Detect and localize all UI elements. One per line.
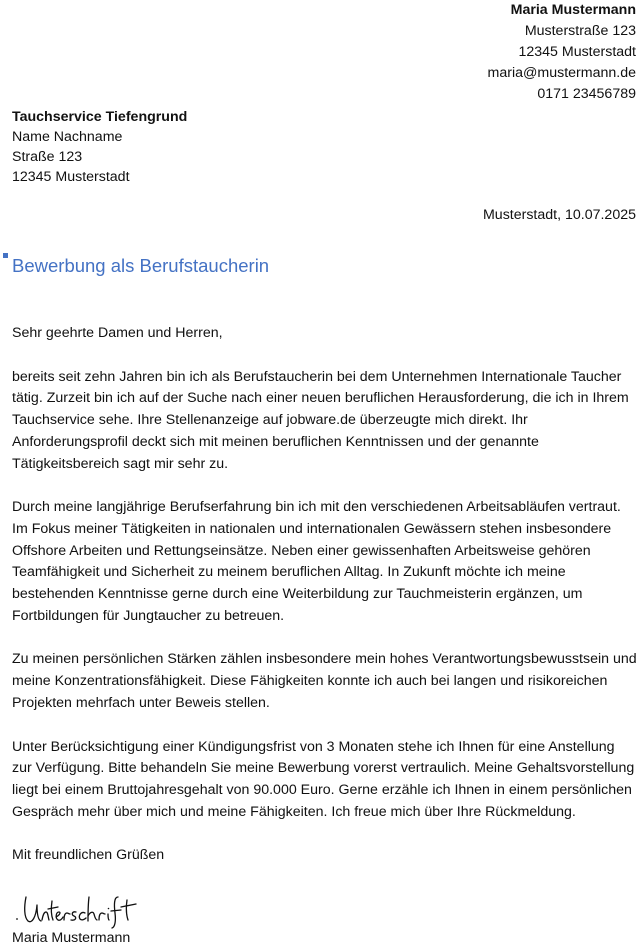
- handwritten-signature: [14, 893, 142, 929]
- recipient-company: Tauchservice Tiefengrund: [12, 109, 188, 125]
- sender-block: [488, 0, 636, 105]
- recipient-city: 12345 Musterstadt: [12, 169, 130, 185]
- date-line: Musterstadt, 10.07.2025: [482, 207, 636, 223]
- recipient-street: Straße 123: [12, 149, 83, 165]
- subject-heading: Bewerbung als Berufstaucherin: [12, 255, 270, 276]
- subject-marker: [3, 253, 8, 258]
- recipient-contact: Name Nachname: [12, 129, 123, 145]
- sender-street: Musterstraße 123: [524, 23, 636, 39]
- salutation: Sehr geehrte Damen und Herren,: [12, 325, 223, 341]
- paragraph-2: Durch meine langjährige Berufserfahrung bin ich mit den verschiedenen Arbeitsabläufen vertraut. Im Fokus meiner Tätigkeiten in nationalen und internationalen Gewässern stehen insbesondere Offshore Arbeiten und Rettungseinsätze. Neben einer gewissenhaften Arbeitsweise gehören Teamfähigkeit und Sicherheit zu meinem beruflichen Alltag. In Zukunft möchte ich meine bestehenden Kenntnisse gerne durch eine Weiterbildung zur Tauchmeisterin ergänzen, um Fortbildungen für Jungtaucher zu betreuen.: [12, 499, 621, 624]
- sender-email: maria@mustermann.de: [487, 65, 636, 81]
- sender-name: Maria Mustermann: [510, 2, 636, 18]
- sender-phone: 0171 23456789: [537, 86, 636, 102]
- paragraph-3: Zu meinen persönlichen Stärken zählen insbesondere mein hohes Verantwortungsbewusstsein und meine Konzentrationsfähigkeit. Diese Fähigkeiten konnte ich auch bei langen und risikoreichen Projekten mehrfach unter Beweis stellen.: [12, 651, 637, 711]
- letter-body: [12, 323, 638, 867]
- sender-city: 12345 Musterstadt: [518, 44, 636, 60]
- paragraph-1: bereits seit zehn Jahren bin ich als Berufstaucherin bei dem Unternehmen Internationale Taucher tätig. Zurzeit bin ich auf der Suche nach einer neuen beruflichen Herausforderung, die ich in Ihrem Tauchservice sehe. Ihre Stellenanzeige auf jobware.de überzeugte mich direkt. Ihr Anforderungsprofil deckt sich mit meinen beruflichen Kenntnissen und der genannte Tätigkeitsbereich sagt mir sehr zu.: [12, 368, 629, 472]
- recipient-block: [12, 107, 187, 187]
- paragraph-4: Unter Berücksichtigung einer Kündigungsfrist von 3 Monaten stehe ich Ihnen für eine Anstellung zur Verfügung. Bitte behandeln Sie meine Bewerbung vorerst vertraulich. Meine Gehaltsvorstellung liegt bei einem Bruttojahresgehalt von 90.000 Euro. Gerne erzähle ich Ihnen in einem persönlichen Gespräch mehr über mich und meine Fähigkeiten. Ich freue mich über Ihre Rückmeldung.: [12, 738, 635, 820]
- closing: Mit freundlichen Grüßen: [12, 847, 165, 864]
- signer-name: Maria Mustermann: [12, 930, 131, 946]
